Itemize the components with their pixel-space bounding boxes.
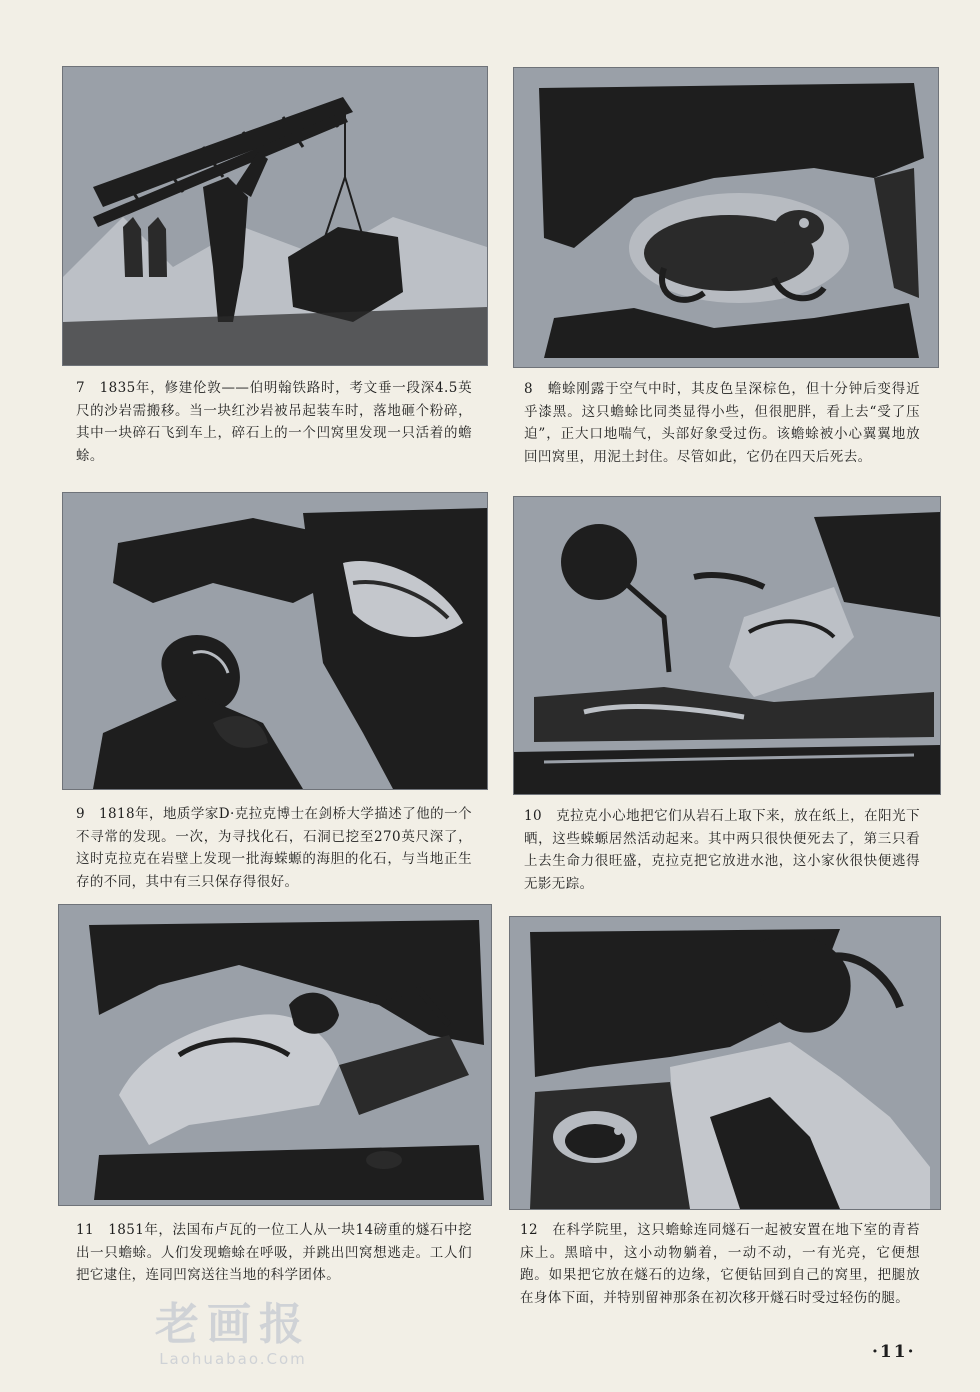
- panel-7-illustration: [62, 66, 488, 366]
- panel-9-illustration: [62, 492, 488, 790]
- scientist-observing-toad-illustration: [510, 917, 940, 1209]
- panel-11-illustration: [58, 904, 492, 1206]
- panel-8-caption: 8 蟾蜍刚露于空气中时，其皮色呈深棕色，但十分钟后变得近乎漆黑。这只蟾蜍比同类显得小些，但很肥胖，看上去“受了压迫”，正大口地喘气，头部好象受过伤。该蟾蜍被小心翼翼地放回凹窝里，用泥土封住。尽管如此，它仍在四天后死去。: [524, 381, 920, 465]
- panel-9-caption: 9 1818年，地质学家D·克拉克博士在剑桥大学描述了他的一个不寻常的发现。一次，为寻找化石，石洞已挖至270英尺深了，这时克拉克在岩壁上发现一批海蝾螈的海胆的化石，与当地正生存的不同，其中有三只保存得很好。: [76, 806, 472, 890]
- panel-12-illustration: [509, 916, 941, 1210]
- panel-10-caption: 10 克拉克小心地把它们从岩石上取下来，放在纸上，在阳光下晒，这些蝾螈居然活动起来。其中两只很快便死去了，第三只看上去生命力很旺盛，克拉克把它放进水池，这小家伙很快便逃得无影无踪。: [524, 808, 920, 892]
- watermark-url: Laohuabao.Com: [159, 1350, 307, 1368]
- panel-8-illustration: [513, 67, 939, 368]
- worker-with-pickaxe-illustration: [59, 905, 491, 1205]
- panel-7-caption: 7 1835年，修建伦敦——伯明翰铁路时，考文垂一段深4.5英尺的沙岩需搬移。当一块红沙岩被吊起装车时，落地砸个粉碎，其中一块碎石飞到车上，碎石上的一个凹窝里发现一只活着的蟾蜍。: [76, 380, 472, 464]
- panel-11-caption: 11 1851年，法国布卢瓦的一位工人从一块14磅重的燧石中挖出一只蟾蜍。人们发现蟾蜍在呼吸，并跳出凹窝想逃走。工人们把它逮住，连同凹窝送往当地的科学团体。: [76, 1222, 472, 1283]
- hand-with-newts-illustration: [514, 497, 940, 794]
- geologist-in-cave-illustration: [63, 493, 487, 789]
- watermark: [118, 1300, 348, 1368]
- panel-12-caption: 12 在科学院里，这只蟾蜍连同燧石一起被安置在地下室的青苔床上。黑暗中，这小动物躺着，一动不动，一有光亮，它便想跑。如果把它放在燧石的边缘，它便钻回到自己的窝里，把腿放在身体下面，并特别留神那条在初次移开燧石时受过轻伤的腿。: [520, 1222, 920, 1306]
- page-number: ·11·: [872, 1342, 916, 1362]
- watermark-logo: 老画报: [155, 1299, 311, 1350]
- crane-lifting-rock-illustration: [63, 67, 487, 365]
- toad-in-rock-illustration: [514, 68, 938, 367]
- panel-10-illustration: [513, 496, 941, 795]
